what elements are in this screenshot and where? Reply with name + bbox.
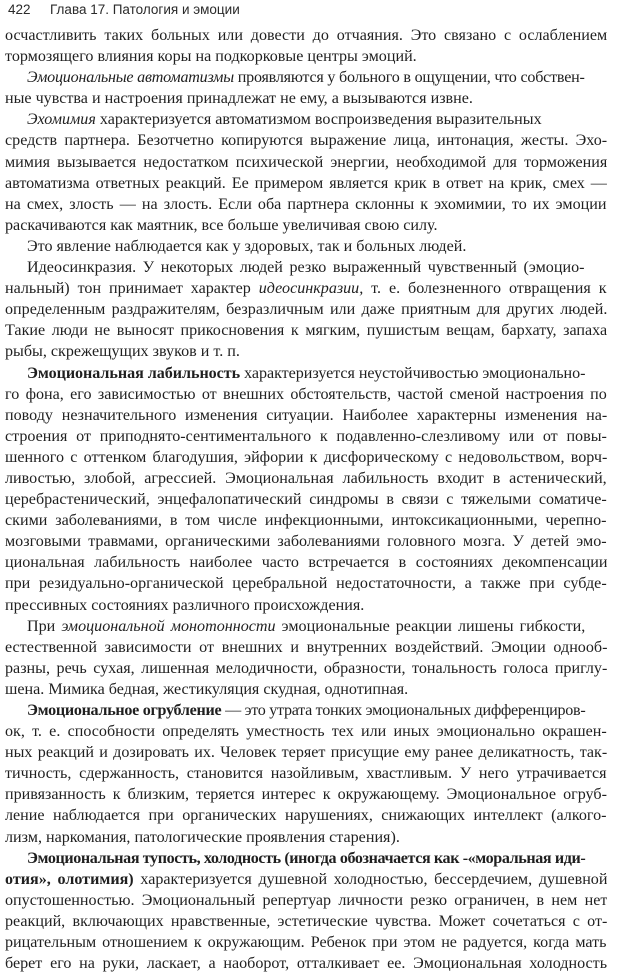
- text-run: рыбы, скрежещущих звуков и т. п.: [5, 343, 240, 361]
- text-line: [5, 278, 607, 299]
- text-line: [5, 742, 607, 763]
- body-text: [5, 25, 607, 974]
- text-run: нальный) тон принимает характер: [5, 280, 259, 298]
- bold-term: Эмоциональная тупость, холодность (иногда обозначается как -«моральная иди-: [27, 849, 586, 867]
- text-run: характеризуется неустойчивостью эмоционально-: [240, 364, 586, 382]
- text-line: [5, 637, 607, 658]
- text-run: при резидуально-органической церебральной недостаточности, а также при субде-: [5, 575, 607, 593]
- text-line: [5, 616, 607, 637]
- text-run: мозговыми травмами, органическими заболеваниями головного мозга. У детей эмо-: [5, 533, 607, 551]
- text-line: [5, 152, 607, 173]
- text-line: [5, 257, 607, 278]
- text-run: тичность, сдержанность, становится назойливым, хвастливым. У него утрачивается: [5, 765, 607, 783]
- text-line: [5, 236, 607, 257]
- text-run: раскачиваются как маятник, все больше увеличивая свою силу.: [5, 216, 438, 234]
- text-run: привязанность к близким, теряется интерес к окружающему. Эмоциональное огруб-: [5, 786, 607, 804]
- text-run: эмоциональные реакции лишены гибкости,: [275, 617, 586, 635]
- text-line: [5, 763, 607, 784]
- text-line: [5, 848, 607, 869]
- text-line: [5, 320, 607, 341]
- text-line: [5, 721, 607, 742]
- text-run: циональная лабильность наиболее часто встречается в состояниях декомпенсации: [5, 554, 607, 572]
- text-run: мимия вызывается недостатком психической энергии, необходимой для торможения: [5, 153, 607, 171]
- text-line: [5, 573, 607, 594]
- text-line: [5, 46, 607, 67]
- text-run: ных реакций и дозировать их. Человек теряет присущие ему ранее деликатность, так-: [5, 744, 607, 762]
- text-line: [5, 67, 607, 88]
- text-run: шена. Мимика бедная, жестикуляция скудная, однотипная.: [5, 680, 409, 698]
- text-run: на смех, злость — на злость. Если оба партнера склонны к эхомимии, то их эмоции: [5, 195, 607, 213]
- chapter-title: Глава 17. Патология и эмоции: [50, 2, 240, 17]
- text-line: [5, 658, 607, 679]
- text-run: т. е. болезненного отвращения к: [363, 280, 607, 298]
- text-run: Идеосинкразия. У некоторых людей резко выраженный чувственный (эмоцио-: [27, 259, 585, 277]
- text-line: [5, 700, 607, 721]
- text-run: Такие люди не выносят прикосновения к мягким, пушистым вещам, бархату, запаха: [5, 322, 607, 340]
- text-run: рицательным отношением к окружающим. Ребенок при этом не радуется, когда мать: [5, 934, 607, 952]
- text-line: [5, 552, 607, 573]
- text-run: церебрастенический, энцефалопатический синдромы в связи с тяжелыми соматиче-: [5, 491, 607, 509]
- bold-term: отия», олотимия): [5, 870, 134, 888]
- text-run: берет его на руки, ласкает, а наоборот, отталкивает ее. Эмоциональная холодность: [5, 955, 607, 973]
- bold-term: Эмоциональная лабильность: [27, 364, 241, 382]
- text-line: [5, 784, 607, 805]
- text-run: естественной зависимости от внешних и внутренних воздействий. Эмоции однооб-: [5, 638, 607, 656]
- text-line: [5, 173, 607, 194]
- text-run: разны, речь сухая, лишенная мелодичности, образности, тональность голоса приглу-: [5, 659, 607, 677]
- page-header: [8, 0, 608, 20]
- text-line: [5, 384, 607, 405]
- text-run: средств партнера. Безотчетно копируются выражение лица, интонация, жесты. Эхо-: [5, 132, 607, 150]
- text-line: [5, 679, 607, 700]
- text-line: [5, 890, 607, 911]
- text-run: проявляются у больного в ощущении, что собствен-: [233, 69, 585, 87]
- italic-term: Эхомимия: [27, 111, 96, 129]
- text-run: ливостью, злобой, агрессией. Эмоциональная лабильность входит в астенический,: [5, 469, 607, 487]
- text-run: реакций, включающих нравственные, эстетические чувства. Может сочетаться с от-: [5, 912, 607, 930]
- text-run: строения от приподнято-сентиментального к подавленно-слезливому или от повы-: [5, 427, 607, 445]
- text-line: [5, 426, 607, 447]
- text-line: [5, 299, 607, 320]
- text-run: При: [27, 617, 62, 635]
- text-line: [5, 510, 607, 531]
- text-line: [5, 531, 607, 552]
- text-line: [5, 194, 607, 215]
- text-run: характеризуется автоматизмом воспроизведения выразительных: [95, 111, 542, 129]
- text-run: определенным раздражителям, безразличным или даже приятным для других людей.: [5, 301, 607, 319]
- italic-term: эмоциональной монотонности: [61, 617, 276, 635]
- text-line: [5, 953, 607, 974]
- text-line: [5, 805, 607, 826]
- text-run: тормозящего влияния коры на подкорковые центры эмоций.: [5, 48, 417, 66]
- text-run: прессивных состояниях различного происхождения.: [5, 596, 365, 614]
- text-run: лизм, наркомания, патологические проявления старения).: [5, 828, 400, 846]
- text-line: [5, 869, 607, 890]
- text-run: скими заболеваниями, в том числе инфекционными, интоксикационными, черепно-: [5, 512, 607, 530]
- page-number: 422: [8, 2, 31, 17]
- text-run: опустошенностью. Эмоциональный репертуар личности резко ограничен, в нем нет: [5, 891, 607, 909]
- text-run: ок, т. е. способности определять уместность тех или иных эмоционально окрашен-: [5, 723, 607, 741]
- text-run: — это утрата тонких эмоциональных дифференциров-: [221, 702, 586, 719]
- text-line: [5, 215, 607, 236]
- italic-term: Эмоциональные автоматизмы: [27, 69, 234, 87]
- text-run: ление наблюдается при органических нарушениях, снижающих интеллект (алкого-: [5, 807, 607, 825]
- text-line: [5, 489, 607, 510]
- text-line: [5, 595, 607, 616]
- text-run: автоматизма ответных реакций. Ее примером является крик в ответ на крик, смех —: [5, 174, 607, 192]
- text-run: го фона, его зависимостью от внешних обстоятельств, частой сменой настроения по: [5, 385, 607, 403]
- text-line: [5, 447, 607, 468]
- italic-term: идеосинкразии,: [258, 280, 364, 298]
- text-line: [5, 341, 607, 362]
- text-run: шенного с оттенком благодушия, эйфории к дисфорическому с недовольством, ворч-: [5, 448, 607, 466]
- text-run: ные чувства и настроения принадлежат не ему, а вызываются извне.: [5, 90, 473, 108]
- text-line: [5, 88, 607, 109]
- text-line: [5, 405, 607, 426]
- text-line: [5, 827, 607, 848]
- text-line: [5, 109, 607, 130]
- text-line: [5, 363, 607, 384]
- text-line: [5, 468, 607, 489]
- text-run: характеризуется душевной холодностью, бессердечием, душевной: [133, 870, 607, 888]
- bold-term: Эмоциональное огрубление: [27, 702, 222, 719]
- text-line: [5, 932, 607, 953]
- text-line: [5, 911, 607, 932]
- text-run: поводу незначительного изменения ситуации. Наиболее характерны изменения на-: [5, 406, 607, 424]
- text-run: Это явление наблюдается как у здоровых, так и больных людей.: [27, 237, 467, 255]
- text-line: [5, 130, 607, 151]
- text-line: [5, 25, 607, 46]
- text-run: осчастливить таких больных или довести до отчаяния. Это связано с ослаблением: [5, 27, 607, 44]
